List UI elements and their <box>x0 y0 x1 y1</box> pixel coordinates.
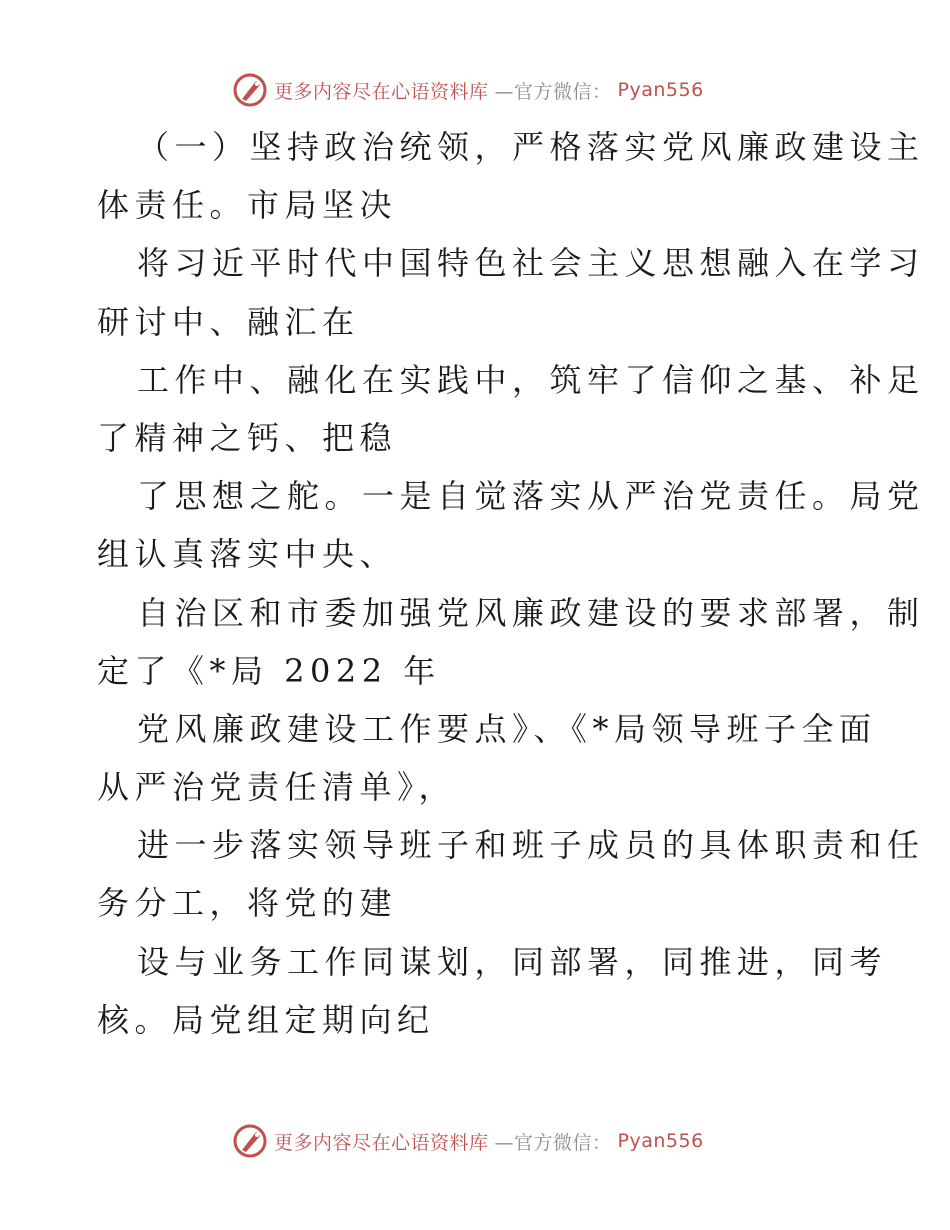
paragraph-line: 将习近平时代中国特色社会主义思想融入在学习 <box>137 244 925 283</box>
watermark-subtext: —官方微信： <box>494 1131 612 1154</box>
pen-nib-icon <box>232 72 268 108</box>
watermark-header <box>232 70 704 110</box>
watermark-subtext: —官方微信： <box>494 80 612 103</box>
paragraph-line: 党风廉政建设工作要点》、《*局领导班子全面 <box>137 709 877 748</box>
paragraph-line: 核。局党组定期向纪 <box>97 1000 435 1039</box>
watermark-footer <box>232 1121 704 1161</box>
paragraph-line: 组认真落实中央、 <box>97 535 398 574</box>
paragraph-line: 自治区和市委加强党风廉政建设的要求部署，制 <box>137 593 925 632</box>
document-body <box>97 118 925 1049</box>
paragraph-line: 从严治党责任清单》， <box>97 768 457 807</box>
paragraph-line: 了思想之舵。一是自觉落实从严治党责任。局党 <box>137 477 925 516</box>
watermark-wechat-id: Pyan556 <box>617 1130 704 1152</box>
watermark-text: 更多内容尽在心语资料库 <box>274 80 489 103</box>
paragraph-line: 定了《*局 2022 年 <box>97 651 441 690</box>
paragraph-line: 研讨中、融汇在 <box>97 302 360 341</box>
pen-nib-icon <box>232 1123 268 1159</box>
watermark-wechat-id: Pyan556 <box>617 79 704 101</box>
paragraph-line: 体责任。市局坚决 <box>97 186 398 225</box>
paragraph-line: 了精神之钙、把稳 <box>97 418 398 457</box>
paragraph-line: （一）坚持政治统领，严格落实党风廉政建设主 <box>137 128 925 166</box>
paragraph-line: 工作中、融化在实践中，筑牢了信仰之基、补足 <box>137 360 925 399</box>
watermark-text: 更多内容尽在心语资料库 <box>274 1131 489 1154</box>
paragraph-line: 务分工，将党的建 <box>97 884 398 923</box>
paragraph-line: 进一步落实领导班子和班子成员的具体职责和任 <box>137 826 925 865</box>
paragraph-line: 设与业务工作同谋划，同部署，同推进，同考 <box>137 942 888 981</box>
